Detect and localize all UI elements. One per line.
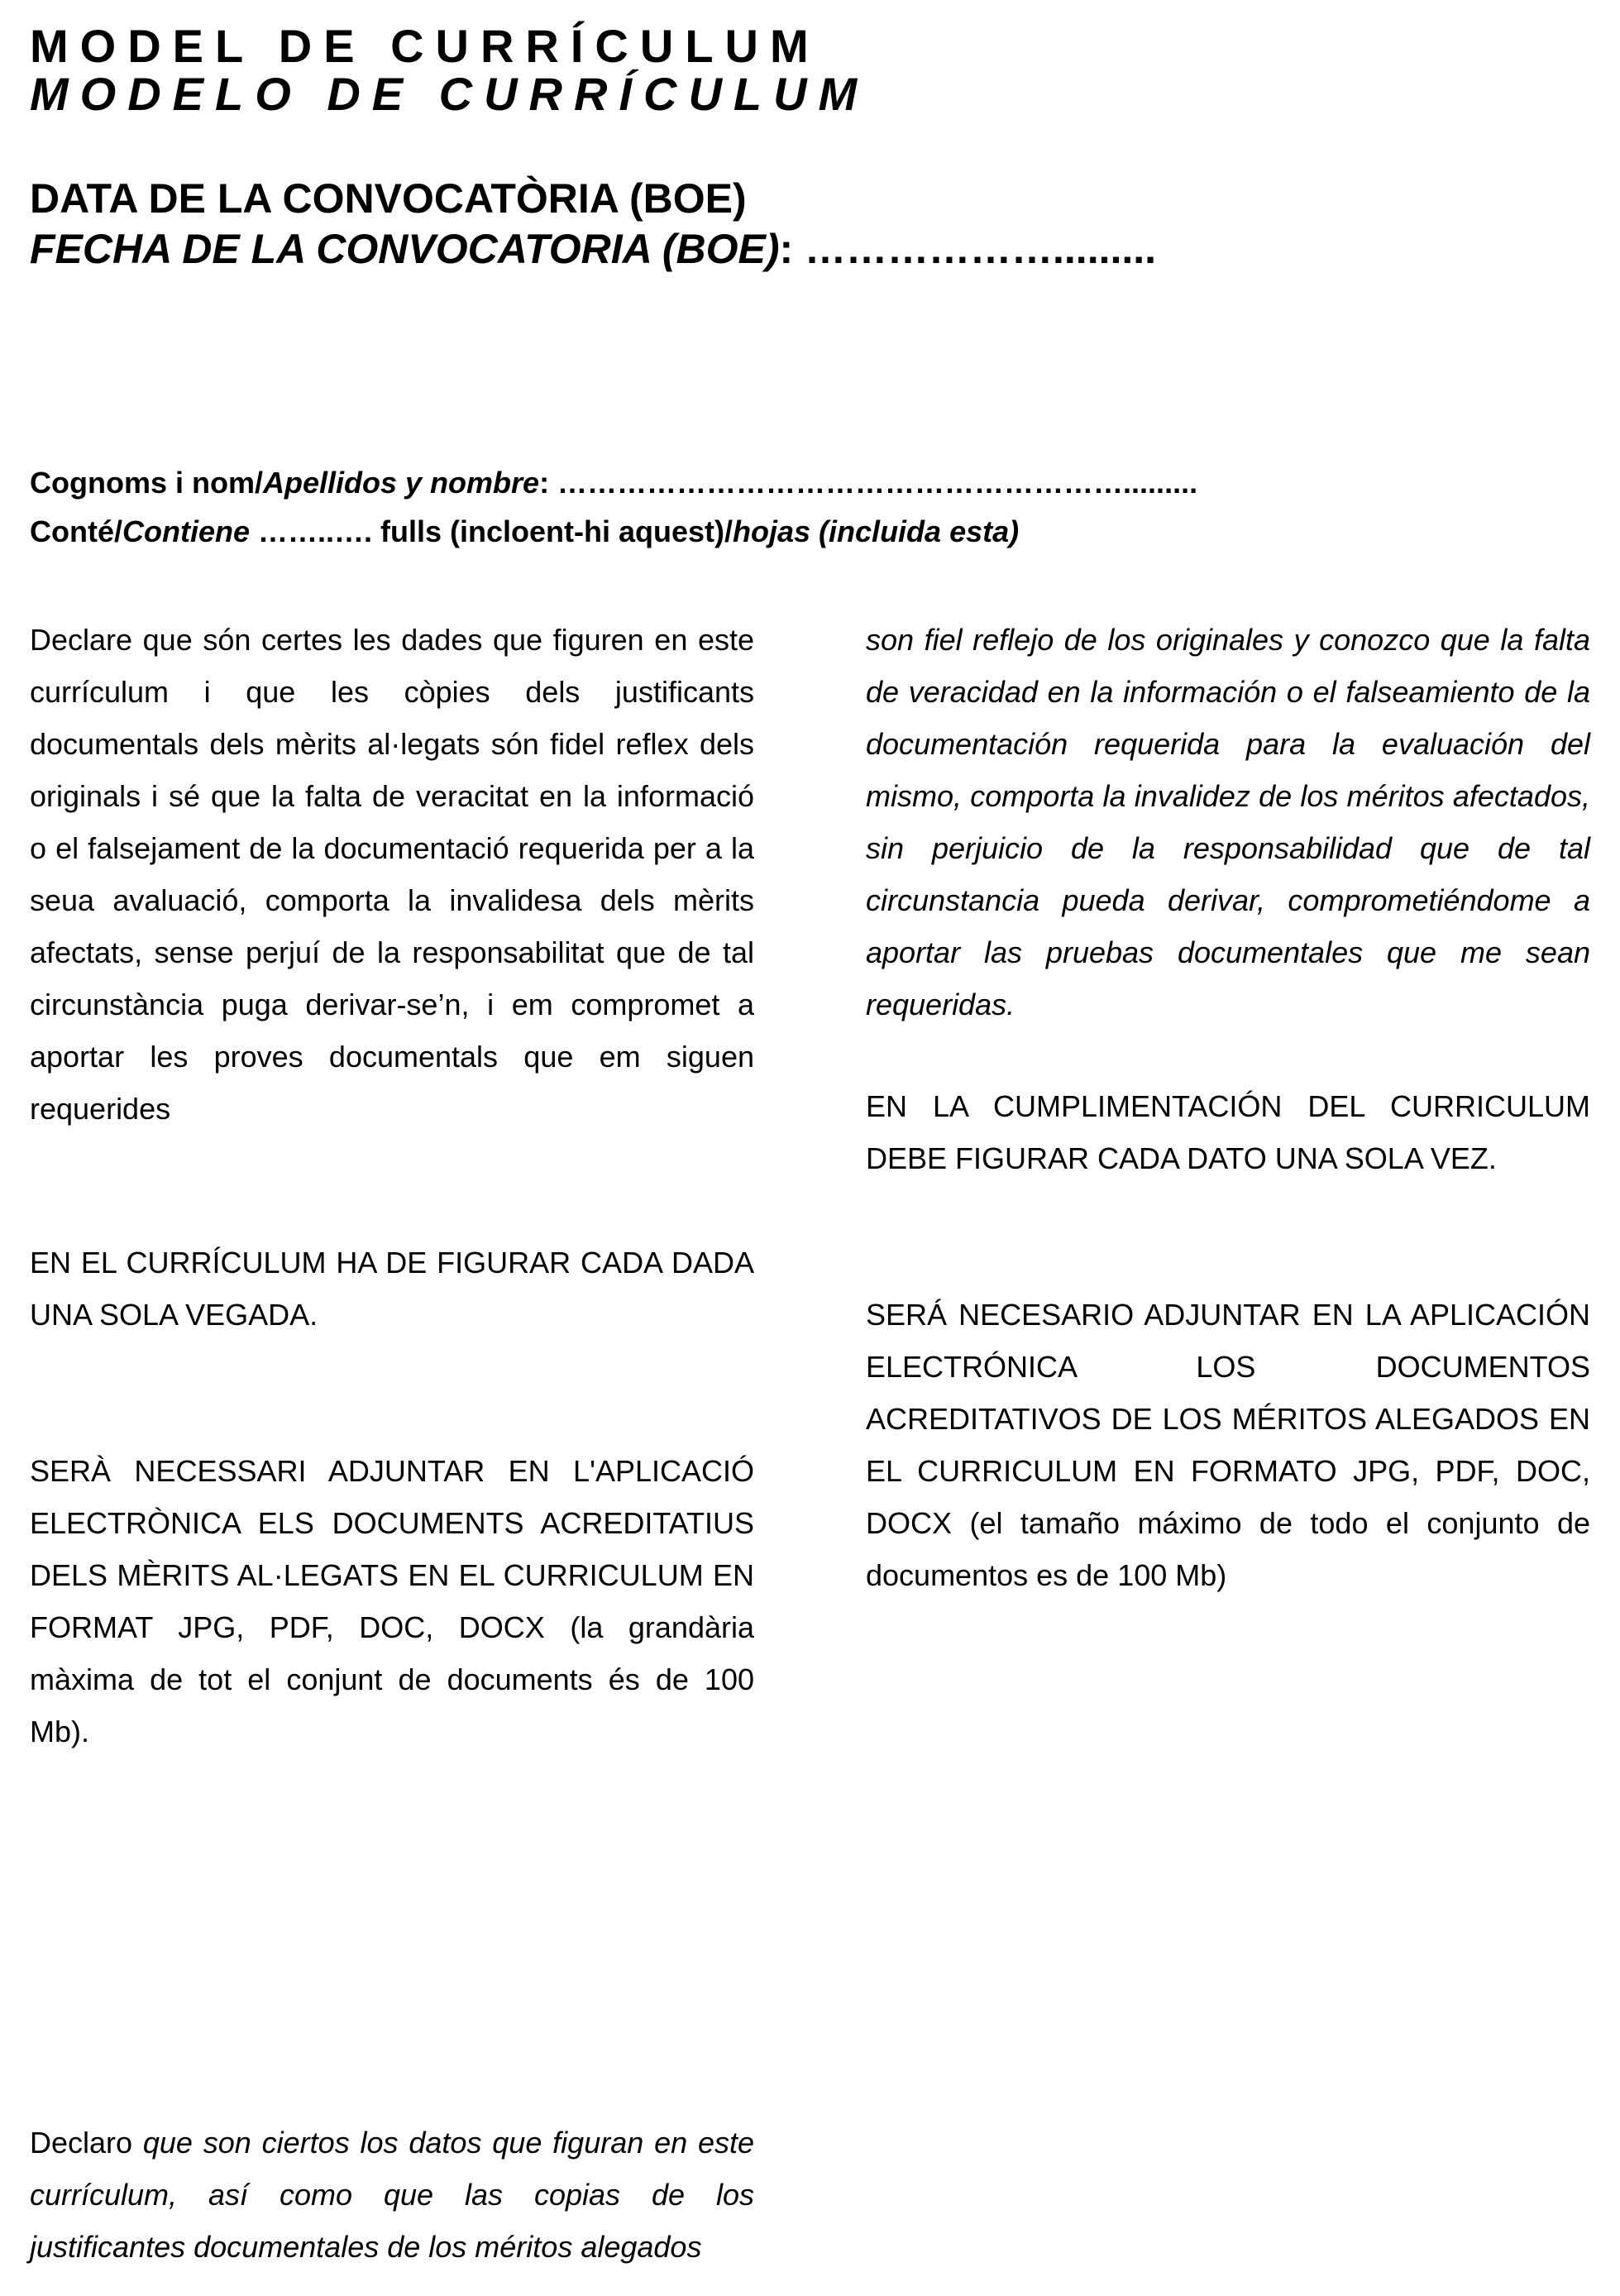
pages-suffix-spanish: hojas (incluida esta) (733, 514, 1020, 548)
title-catalan: MODEL DE CURRÍCULUM (30, 20, 820, 72)
attach-notice-catalan: SERÀ NECESSARI ADJUNTAR EN L'APLICACIÓ ELECTRÒNICA ELS DOCUMENTS ACREDITATIUS DELS MÈRITS AL·LEGATS EN EL CURRICULUM EN FORMAT JPG, PDF, DOC, DOCX (la grandària màxima de tot el conjunt de documents és de 100 Mb). (30, 1454, 754, 1748)
pages-label-catalan: Conté/ (30, 514, 122, 548)
name-field (30, 468, 1197, 498)
name-label-catalan: Cognoms i nom/ (30, 466, 263, 500)
title-spanish: MODELO DE CURRÍCULUM (30, 68, 869, 120)
pages-fill-line: ……..…. fulls (incloent-hi aquest)/ (250, 514, 734, 548)
call-date-line-spanish (30, 228, 1156, 270)
pages-label-spanish: Contiene (122, 514, 251, 548)
call-date-label-spanish: FECHA DE LA CONVOCATORIA (BOE) (30, 226, 780, 272)
declaration-spanish-start (30, 2117, 754, 2273)
declaration-spanish-continuation: son fiel reflejo de los originales y conozco que la falta de veracidad en la información o el falseamiento de la documentación requerida para la evaluación del mismo, comporta la invalidez de los méritos afectados, sin perjuicio de la responsabilidad que de tal circunstancia pueda derivar, comprometiéndome a aportar las pruebas documentales que me sean requeridas. (866, 623, 1590, 1021)
name-label-spanish: Apellidos y nombre (263, 466, 540, 500)
call-date-fill-line: : ………………......... (779, 226, 1157, 272)
once-notice-spanish: EN LA CUMPLIMENTACIÓN DEL CURRICULUM DEBE FIGURAR CADA DATO UNA SOLA VEZ. (866, 1089, 1590, 1175)
pages-count-field (30, 514, 1020, 548)
name-fill-line: : …………………………………………………......... (539, 466, 1198, 500)
declaration-catalan: Declare que són certes les dades que figuren en este currículum i que les còpies dels justificants documentals dels mèrits al·legats són fidel reflex dels originals i sé que la falta de veracitat en la informació o el falsejament de la documentació requerida per a la seua avaluació, comporta la invalidesa dels mèrits afectats, sense perjuí de la responsabilitat que de tal circunstància puga derivar-se’n, i em compromet a aportar les proves documentals que em siguen requerides (30, 623, 754, 1126)
attach-notice-spanish: SERÁ NECESARIO ADJUNTAR EN LA APLICACIÓN ELECTRÓNICA LOS DOCUMENTOS ACREDITATIVOS DE LOS MÉRITOS ALEGADOS EN EL CURRICULUM EN FORMATO JPG, PDF, DOC, DOCX (el tamaño máximo de todo el conjunto de documentos es de 100 Mb) (866, 1298, 1590, 1592)
call-date-label-catalan: DATA DE LA CONVOCATÒRIA (BOE) (30, 175, 747, 222)
declaration-spanish-body: que son ciertos los datos que figuran en este currículum, así como que las copias de los justificantes documentales de los méritos alegados (30, 2126, 754, 2264)
declaration-spanish-first-word: Declaro (30, 2126, 133, 2160)
once-notice-catalan: EN EL CURRÍCULUM HA DE FIGURAR CADA DADA UNA SOLA VEGADA. (30, 1246, 754, 1332)
